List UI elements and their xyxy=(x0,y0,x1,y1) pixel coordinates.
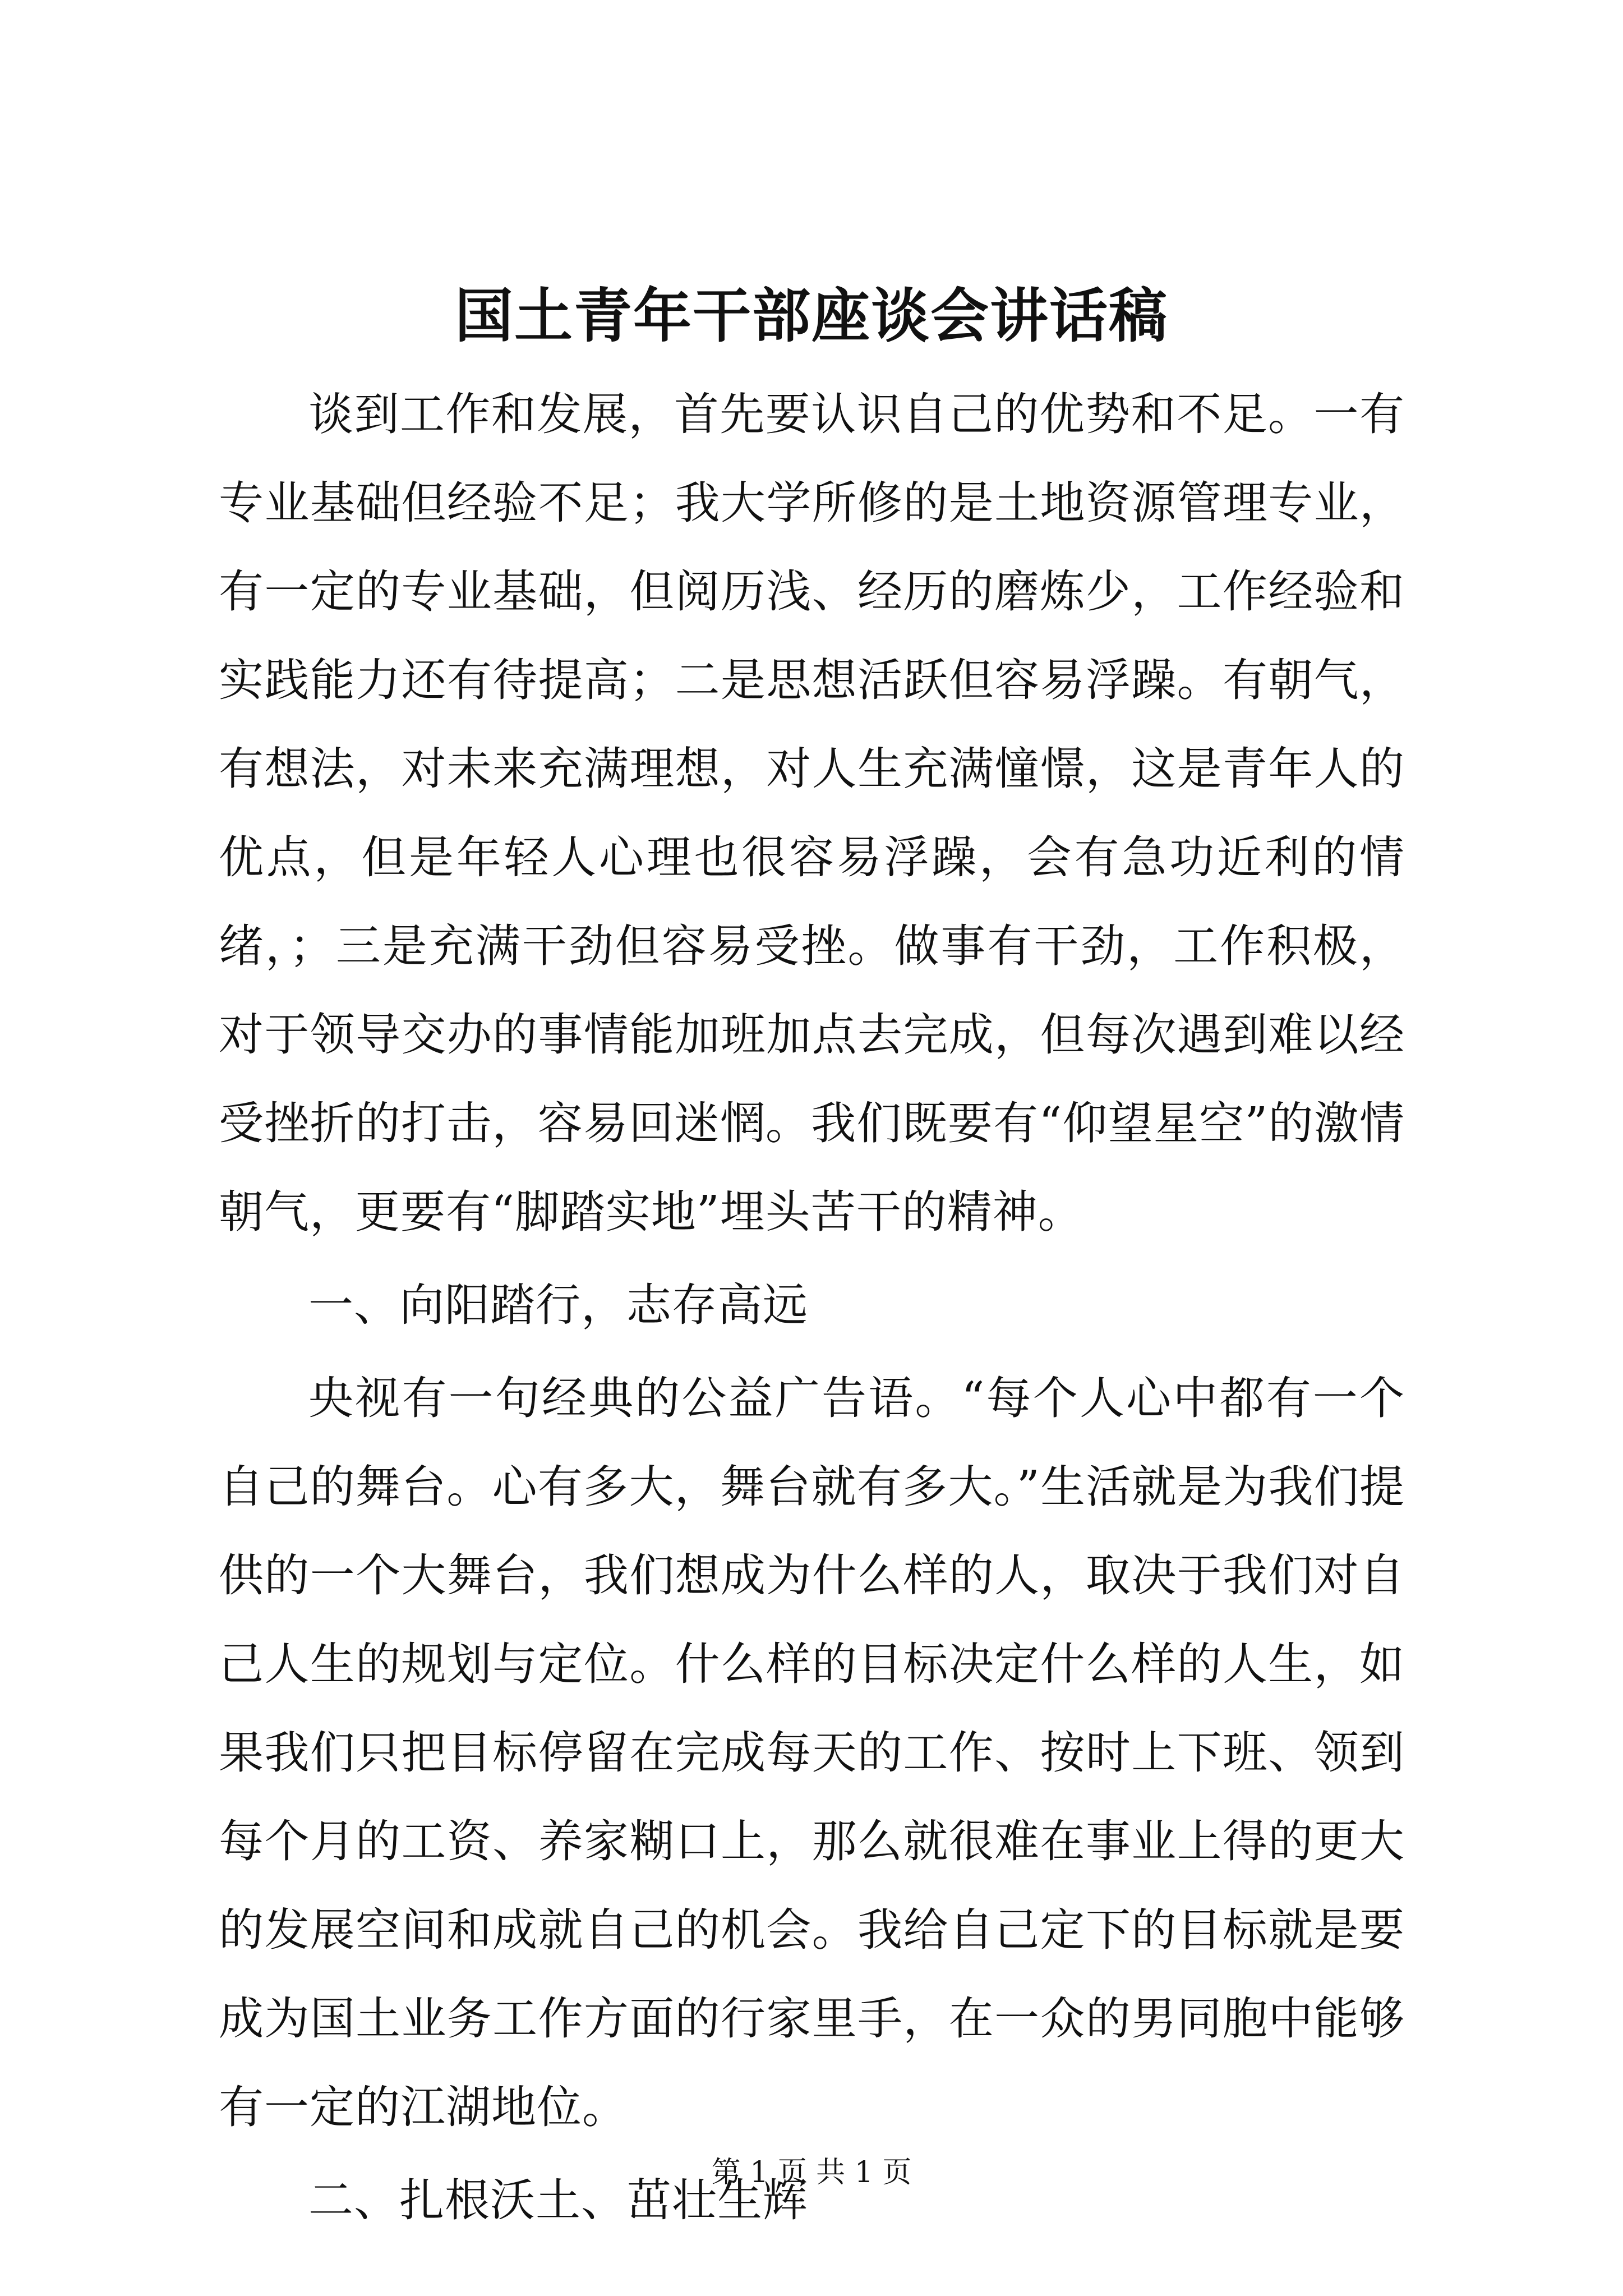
document-body xyxy=(219,370,1405,2249)
intro-paragraph: 谈到工作和发展，首先要认识自己的优势和不足。一有专业基础但经验不足；我大学所修的是土地资源管理专业，有一定的专业基础，但阅历浅、经历的磨炼少，工作经验和实践能力还有待提高；二是思想活跃但容易浮躁。有朝气，有想法，对未来充满理想，对人生充满憧憬，这是青年人的优点，但是年轻人心理也很容易浮躁，会有急功近利的情绪，；三是充满干劲但容易受挫。做事有干劲，工作积极，对于领导交办的事情能加班加点去完成，但每次遇到难以经受挫折的打击，容易回迷惘。我们既要有“仰望星空”的激情朝气，更要有“脚踏实地”埋头苦干的精神。 xyxy=(219,388,1405,1238)
section-2-heading: 二、扎根沃土、茁壮生辉 xyxy=(308,2174,808,2226)
section-1-heading: 一、向阳踏行，志存高远 xyxy=(308,1279,808,1331)
section-1-paragraph: 央视有一句经典的公益广告语。“每个人心中都有一个自己的舞台。心有多大，舞台就有多大。”生活就是为我们提供的一个大舞台，我们想成为什么样的人，取决于我们对自己人生的规划与定位。什么样的目标决定什么样的人生，如果我们只把目标停留在完成每天的工作、按时上下班、领到每个月的工资、养家糊口上，那么就很难在事业上得的更大的发展空间和成就自己的机会。我给自己定下的目标就是要成为国土业务工作方面的行家里手，在一众的男同胞中能够有一定的江湖地位。 xyxy=(219,1372,1405,2133)
page-footer: 第 1 页 共 1 页 xyxy=(711,2156,912,2189)
document-title: 国土青年干部座谈会讲话稿 xyxy=(454,281,1168,350)
